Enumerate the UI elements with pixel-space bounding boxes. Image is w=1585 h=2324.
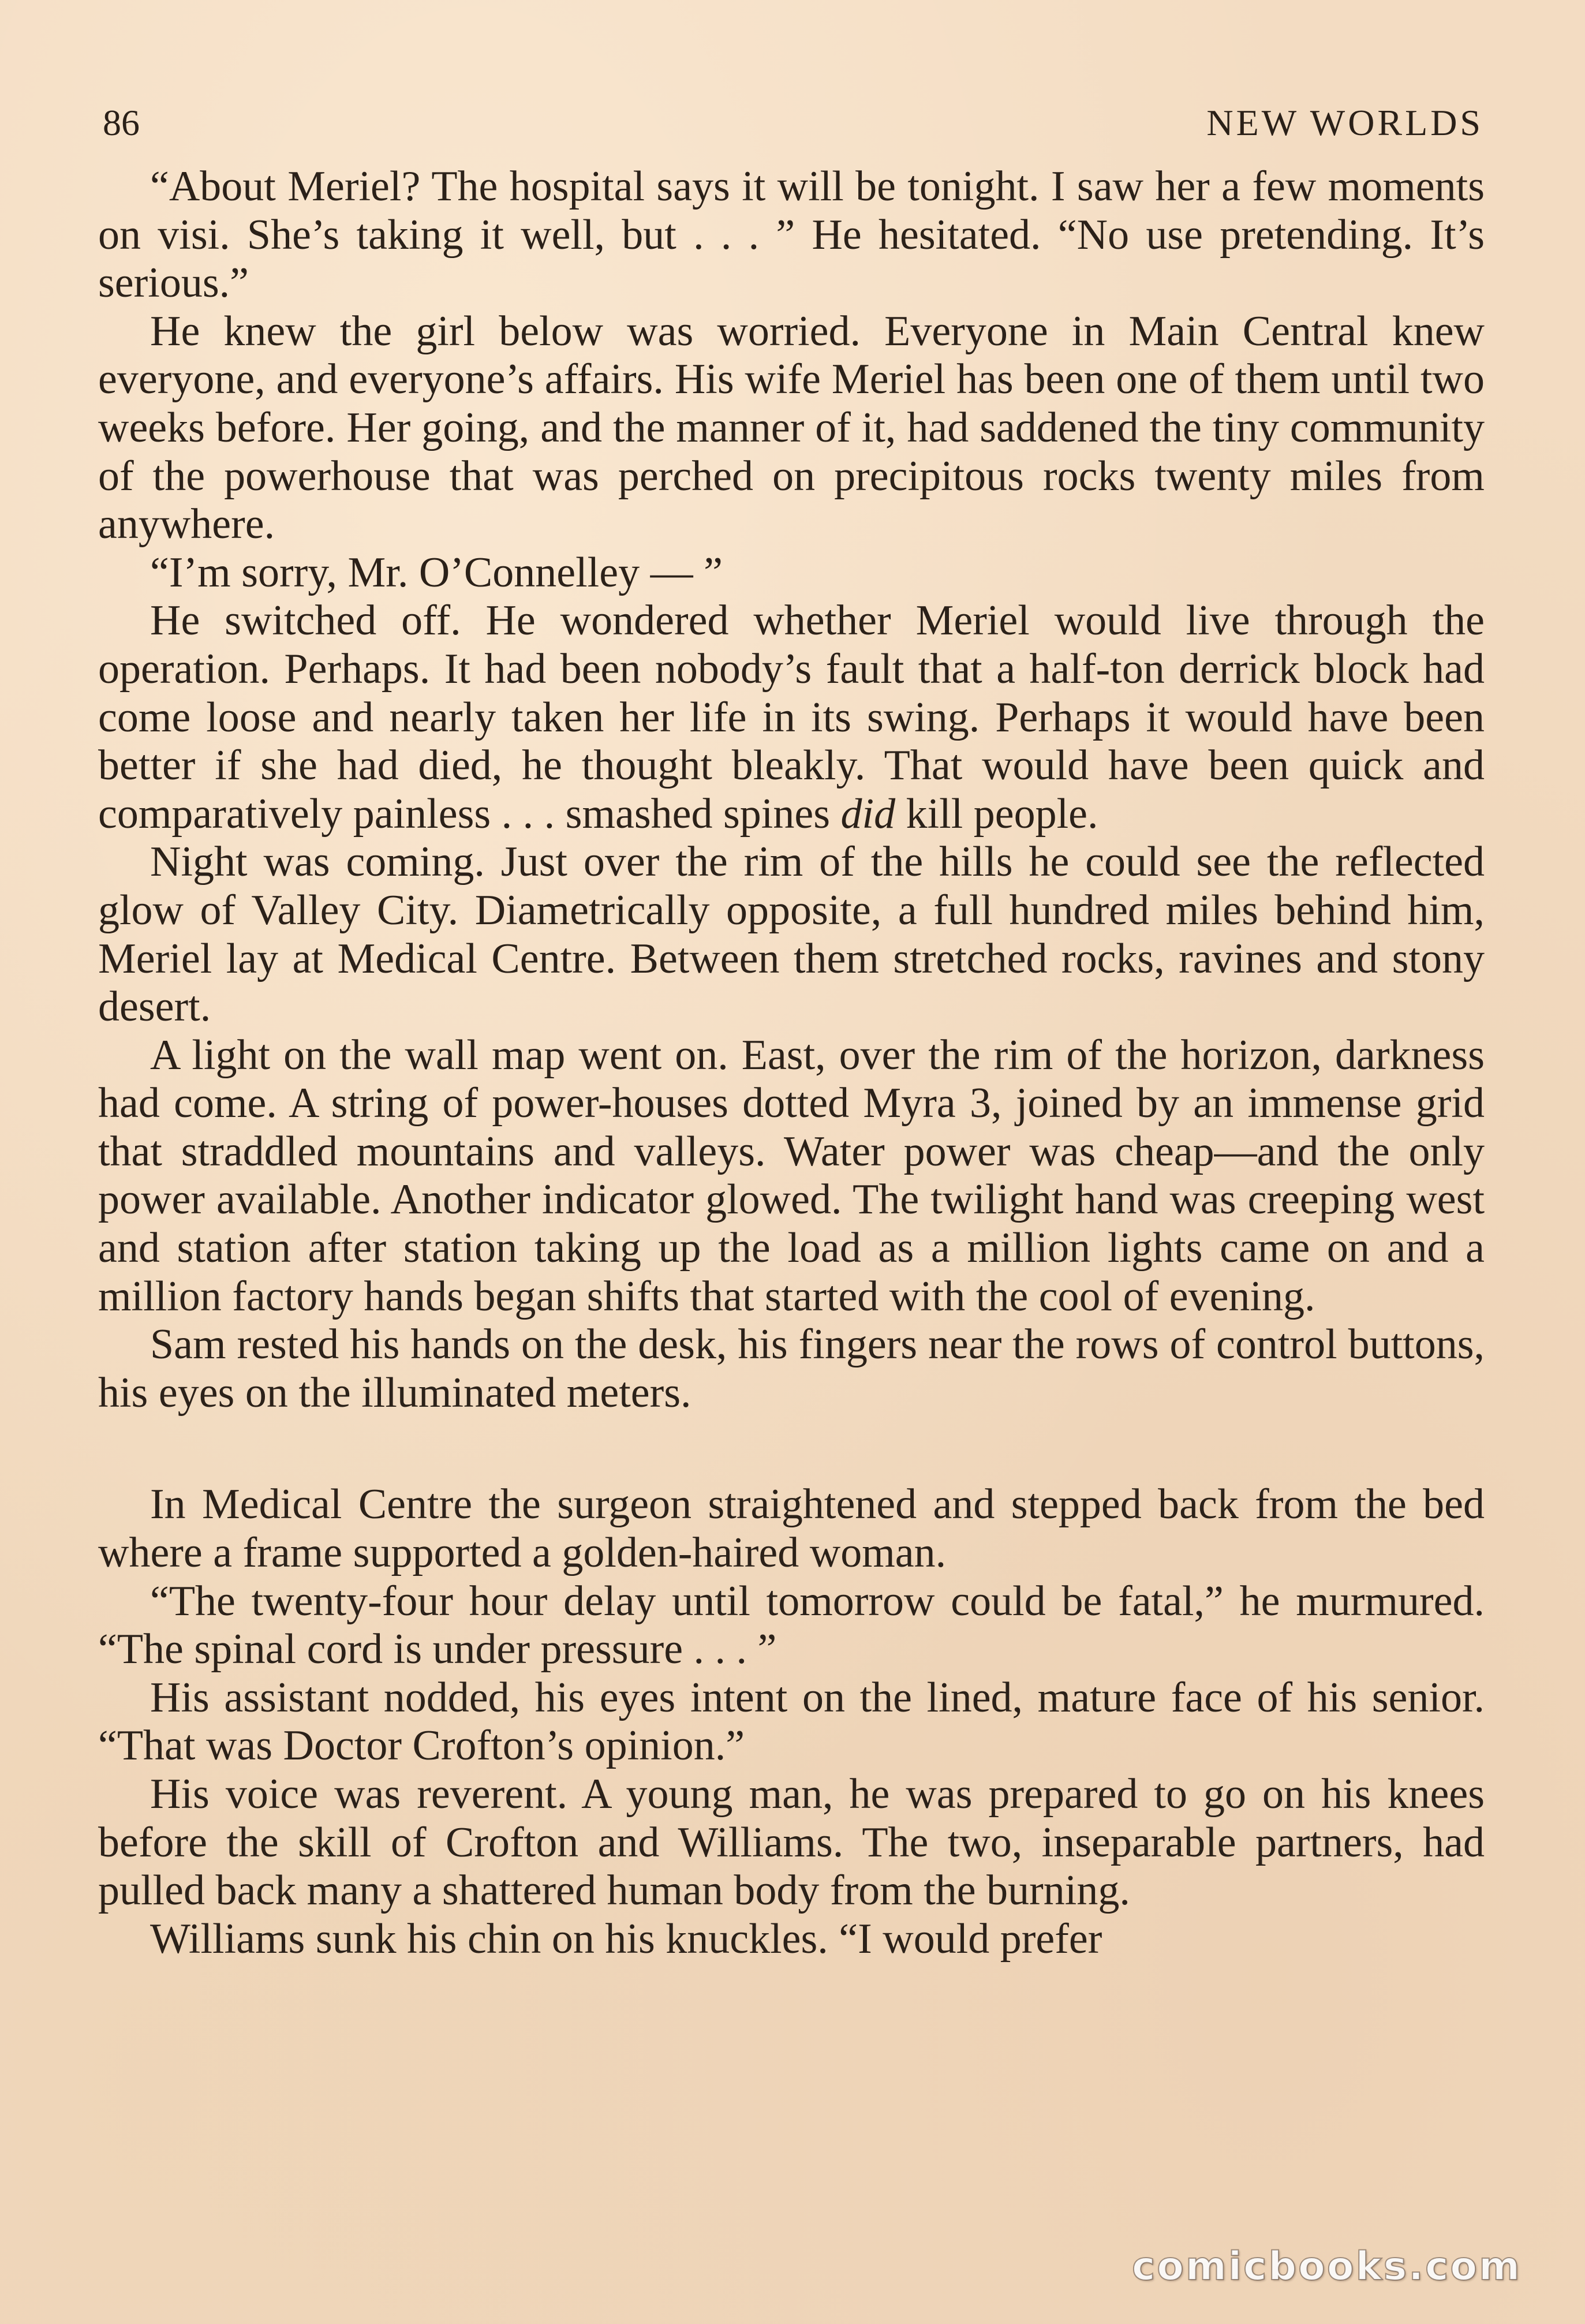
paragraph-9: “The twenty-four hour delay until tomorrow could be fatal,” he murmured. “The spinal cord is under pressure . . . ” — [98, 1577, 1485, 1673]
paragraph-4-text: He switched off. He wondered whether Meriel would live through the operation. Perhaps. It had been nobody’s fault that a half-ton derrick block had come loose and nearly taken her life in its swing. Perhaps it would have been better if she had died, he thought bleakly. That would have been quick and comparatively painless . . . smashed spines — [98, 597, 1485, 838]
paragraph-6: A light on the wall map went on. East, over the rim of the horizon, darkness had come. A string of power-houses dotted Myra 3, joined by an immense grid that straddled mountains and valleys. Water power was cheap—and the only power available. Another indicator glowed. The twilight hand was creeping west and station after station taking up the load as a million lights came on and a million factory hands began shifts that started with the cool of evening. — [98, 1031, 1485, 1320]
paragraph-12: Williams sunk his chin on his knuckles. “I would prefer — [150, 1915, 1102, 1963]
paragraph-3: “I’m sorry, Mr. O’Connelley — ” — [150, 548, 723, 596]
paragraph-11: His voice was reverent. A young man, he was prepared to go on his knees before the skill of Crofton and Williams. The two, inseparable partners, had pulled back many a shattered human body from the burning. — [98, 1770, 1485, 1915]
paragraph-10: His assistant nodded, his eyes intent on the lined, mature face of his senior. “That was Doctor Crofton’s opinion.” — [98, 1673, 1485, 1770]
paragraph-5: Night was coming. Just over the rim of the hills he could see the reflected glow of Valley City. Diametrically opposite, a full hundred miles behind him, Meriel lay at Medical Centre. Between them stretched rocks, ravines and stony desert. — [98, 838, 1485, 1031]
paragraph-4 — [98, 597, 1485, 838]
paragraph-2: He knew the girl below was worried. Everyone in Main Central knew everyone, and everyone’s affairs. His wife Meriel has been one of them until two weeks before. Her going, and the manner of it, had saddened the tiny community of the powerhouse that was perched on precipitous rocks twenty miles from anywhere. — [98, 307, 1485, 548]
paragraph-1: “About Meriel? The hospital says it will be tonight. I saw her a few moments on visi. She’s taking it well, but . . . ” He hesitated. “No use pretending. It’s serious.” — [98, 163, 1485, 307]
watermark: comicbooks.com — [1131, 2244, 1522, 2289]
paragraph-4-emphasis: did — [840, 790, 896, 838]
body-text — [98, 163, 1485, 1963]
paragraph-8: In Medical Centre the surgeon straightened and stepped back from the bed where a frame supported a golden-haired woman. — [98, 1481, 1485, 1577]
section-break — [98, 1417, 1485, 1481]
running-head — [103, 97, 1483, 149]
paragraph-7: Sam rested his hands on the desk, his fingers near the rows of control buttons, his eyes on the illuminated meters. — [98, 1321, 1485, 1417]
journal-title: NEW WORLDS — [1206, 102, 1483, 143]
paragraph-4-end: kill people. — [906, 790, 1098, 838]
page-number: 86 — [103, 102, 140, 143]
